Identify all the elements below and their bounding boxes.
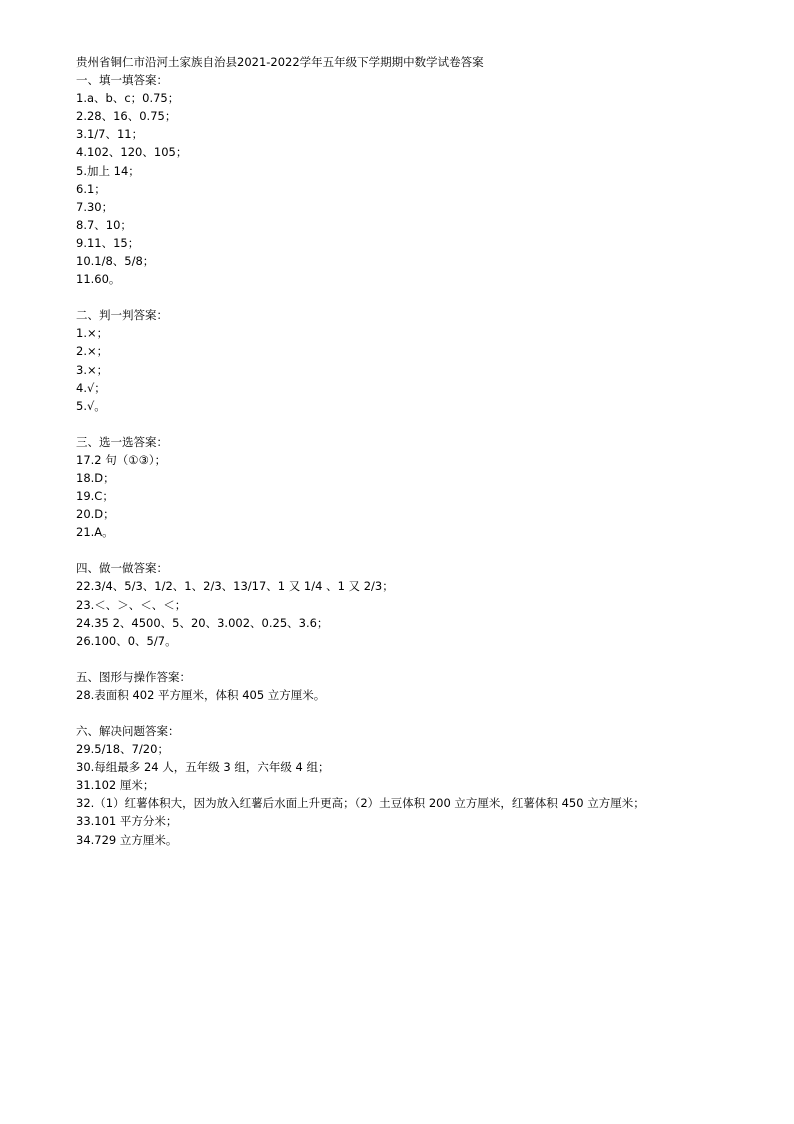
answer-line: 30.每组最多 24 人，五年级 3 组，六年级 4 组； — [76, 760, 330, 775]
section-fill-in — [76, 71, 726, 288]
answer-line: 3.×； — [76, 362, 109, 377]
section-geometry — [76, 668, 726, 704]
answer-line: 3.1/7、11； — [76, 127, 144, 142]
answer-line: 7.30； — [76, 199, 114, 214]
answer-line: 8.7、10； — [76, 217, 132, 232]
section-heading: 二、判一判答案： — [76, 308, 168, 323]
answer-line: 1.a、b、c；0.75； — [76, 91, 180, 106]
answer-line: 26.100、0、5/7。 — [76, 633, 177, 648]
answer-line: 24.35 2、4500、5、20、3.002、0.25、3.6； — [76, 615, 329, 630]
answer-line: 6.1； — [76, 181, 106, 196]
answer-line: 34.729 立方厘米。 — [76, 832, 178, 847]
section-spacer — [76, 541, 726, 559]
section-spacer — [76, 650, 726, 668]
answer-line: 21.A。 — [76, 525, 114, 540]
section-multiple-choice — [76, 433, 726, 542]
answer-line: 4.√； — [76, 380, 106, 395]
section-heading: 六、解决问题答案： — [76, 724, 180, 738]
document-title: 贵州省铜仁市沿河土家族自治县2021-2022学年五年级下学期期中数学试卷答案 — [76, 55, 484, 69]
answer-line: 23.＜、＞、＜、＜； — [76, 597, 187, 612]
answer-line: 19.C； — [76, 489, 114, 504]
answer-line: 31.102 厘米； — [76, 778, 155, 793]
answer-line: 9.11、15； — [76, 235, 140, 250]
section-true-false — [76, 306, 726, 415]
answer-line: 4.102、120、105； — [76, 145, 188, 160]
answer-line: 29.5/18、7/20； — [76, 742, 169, 757]
section-problem-solving — [76, 722, 726, 849]
answer-line: 17.2 句（①③）； — [76, 452, 167, 467]
answer-line: 1.×； — [76, 326, 109, 341]
answer-line: 28.表面积 402 平方厘米，体积 405 立方厘米。 — [76, 687, 326, 702]
section-heading: 三、选一选答案： — [76, 434, 168, 449]
answer-line: 10.1/8、5/8； — [76, 254, 155, 269]
answer-line: 20.D； — [76, 507, 115, 522]
section-heading: 五、图形与操作答案： — [76, 669, 191, 684]
answer-document — [76, 53, 726, 849]
answer-line: 2.28、16、0.75； — [76, 109, 177, 124]
section-calculation — [76, 559, 726, 649]
answer-line: 5.√。 — [76, 398, 106, 413]
answer-line: 22.3/4、5/3、1/2、1、2/3、13/17、1 又 1/4 、1 又 2/3； — [76, 579, 394, 594]
section-heading: 一、填一填答案： — [76, 73, 168, 88]
answer-line: 11.60。 — [76, 272, 121, 287]
answer-line: 32.（1）红薯体积大，因为放入红薯后水面上升更高；（2）土豆体积 200 立方厘米，红薯体积 450 立方厘米； — [76, 796, 645, 811]
answer-line: 33.101 平方分米； — [76, 814, 178, 829]
answer-line: 2.×； — [76, 344, 109, 359]
answer-line: 5.加上 14； — [76, 163, 140, 178]
section-spacer — [76, 415, 726, 433]
answer-line: 18.D； — [76, 470, 115, 485]
section-spacer — [76, 288, 726, 306]
section-heading: 四、做一做答案： — [76, 561, 168, 576]
section-spacer — [76, 704, 726, 722]
